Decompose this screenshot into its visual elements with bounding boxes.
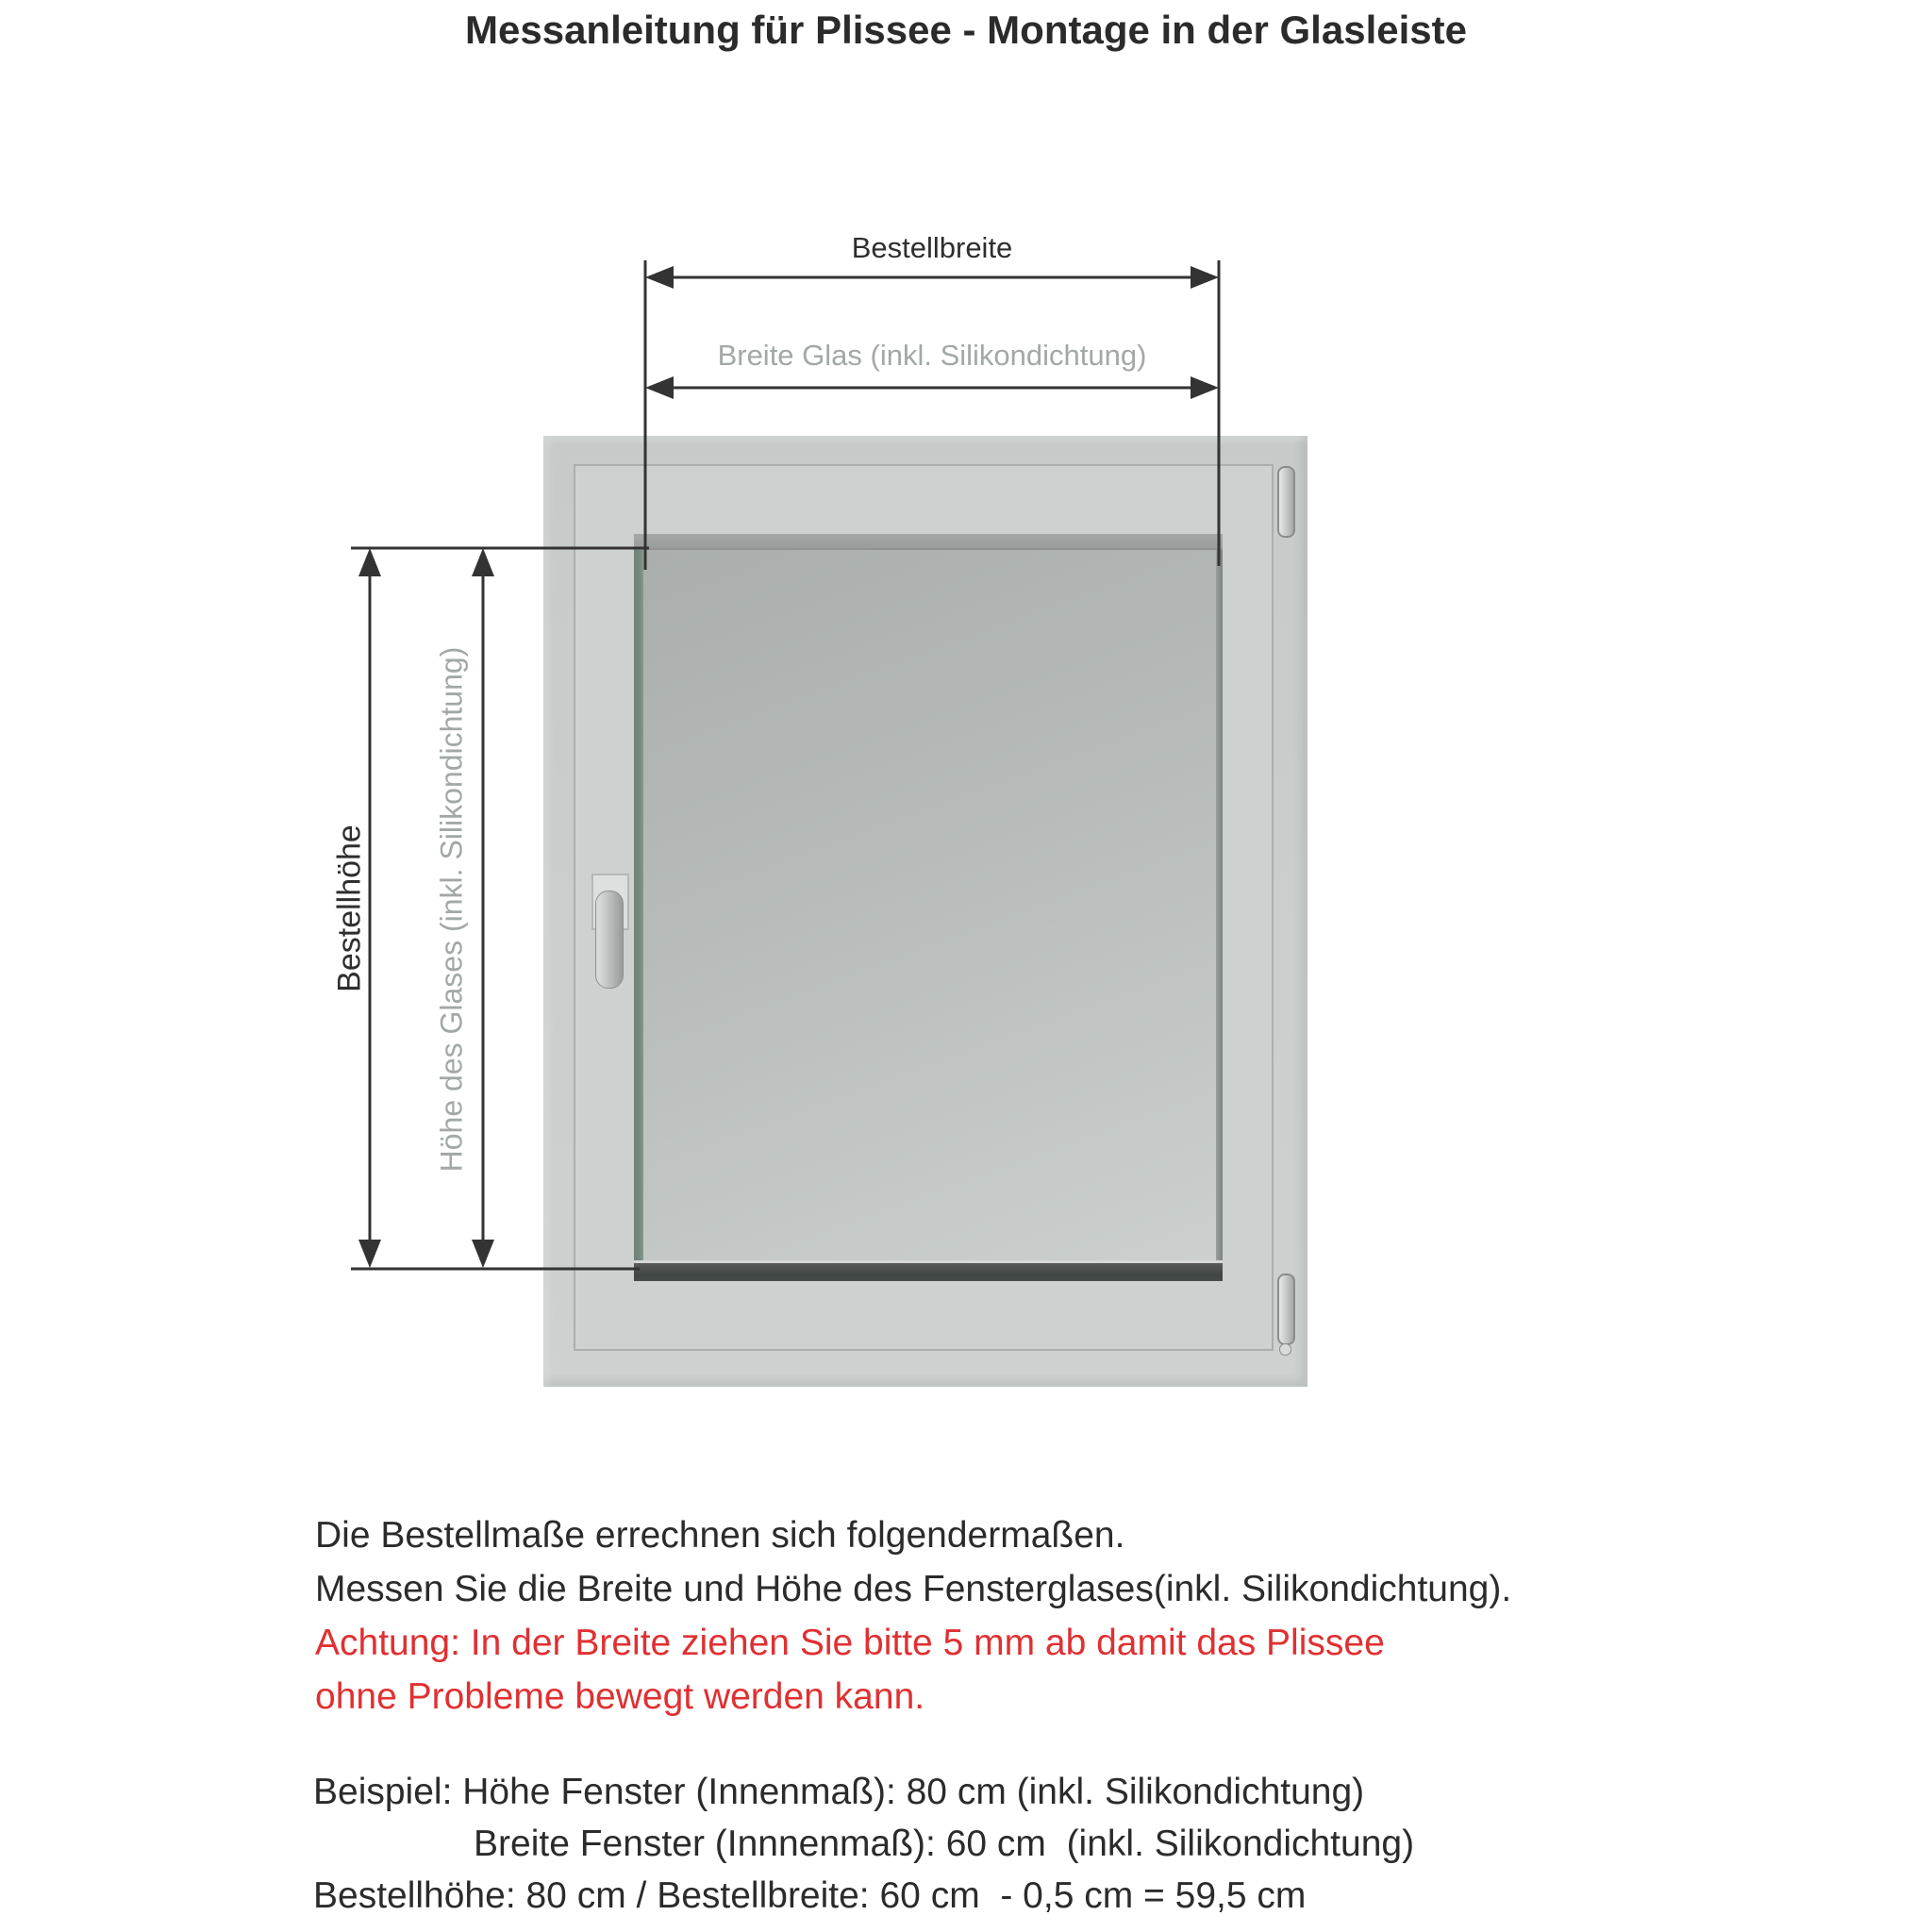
glass-width-arrow xyxy=(645,376,1219,399)
glass-height-label: Höhe des Glases (inkl. Silikondichtung) xyxy=(434,646,469,1173)
instructions-intro-line1: Die Bestellmaße errechnen sich folgendermaßen. xyxy=(315,1515,1125,1556)
instructions-intro-line2: Messen Sie die Breite und Höhe des Fensterglases(inkl. Silikondichtung). xyxy=(315,1569,1512,1609)
example-height-line: Beispiel: Höhe Fenster (Innenmaß): 80 cm (inkl. Silikondichtung) xyxy=(313,1772,1365,1812)
example-width-line: Breite Fenster (Innnenmaß): 60 cm (inkl. Silikondichtung) xyxy=(474,1824,1415,1864)
example-block xyxy=(313,1766,1414,1922)
order-width-label: Bestellbreite xyxy=(851,231,1013,264)
order-height-label: Bestellhöhe xyxy=(331,824,368,992)
glass-width-label: Breite Glas (inkl. Silikondichtung) xyxy=(717,339,1147,372)
page-title: Messanleitung für Plissee - Montage in der Glasleiste xyxy=(465,8,1467,52)
warning-line1: Achtung: In der Breite ziehen Sie bitte 5 mm ab damit das Plissee xyxy=(315,1623,1385,1663)
warning-line2: ohne Probleme bewegt werden kann. xyxy=(315,1676,925,1717)
glass-height-arrow xyxy=(472,548,494,1268)
instructions-block xyxy=(315,1508,1511,1724)
example-result-line: Bestellhöhe: 80 cm / Bestellbreite: 60 cm - 0,5 cm = 59,5 cm xyxy=(313,1875,1307,1916)
order-width-arrow xyxy=(645,266,1219,289)
